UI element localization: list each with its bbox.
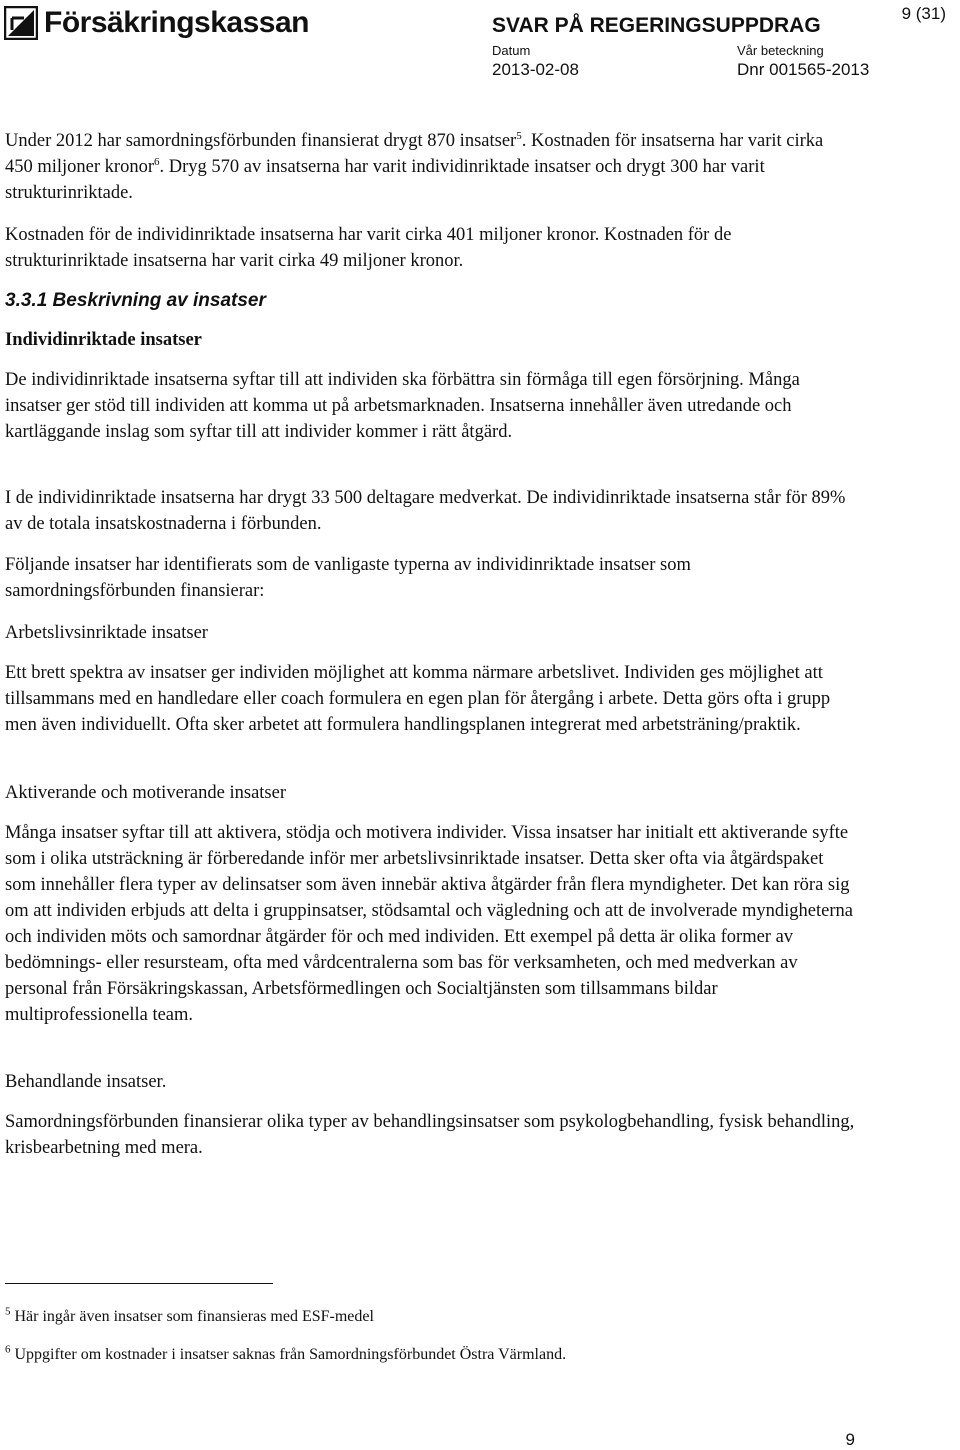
footnote-ref-5[interactable]: 5 xyxy=(516,129,522,142)
paragraph-common-types: Följande insatser har identifierats som de vanligaste typerna av individinriktade insatser som samordningsförbunden finansierar: xyxy=(5,555,691,601)
heading-behandlande: Behandlande insatser. xyxy=(5,1072,167,1092)
datum-label: Datum xyxy=(492,43,531,58)
paragraph-text: . Dryg 570 av insatserna har varit individinriktade insatser och drygt 300 har varit strukturinriktade. xyxy=(5,157,765,203)
paragraph-text: . Kostnaden för insatserna har varit cirka 450 miljoner kronor xyxy=(5,131,824,177)
paragraph-financing xyxy=(5,128,855,206)
paragraph-text: Under 2012 har samordningsförbunden finansierat drygt 870 insatser xyxy=(5,131,517,151)
paragraph-behandlande: Samordningsförbunden finansierar olika typer av behandlingsinsatser som psykologbehandling, fysisk behandling, krisbearbetning med mera. xyxy=(5,1112,855,1158)
footnote-number: 5 xyxy=(5,1305,11,1318)
footnote-6 xyxy=(5,1343,567,1364)
footnote-divider xyxy=(5,1283,273,1284)
beteckning-value: Dnr 001565-2013 xyxy=(737,60,870,79)
paragraph-description: De individinriktade insatserna syftar till att individen ska förbättra sin förmåga till egen försörjning. Många insatser ger stöd till individen att komma ut på arbetsmarknaden. Insatserna innehåller även utredande och kartläggande inslag som syftar till att individer kommer i rätt åtgärd. xyxy=(5,370,800,442)
footnote-text: Här ingår även insatser som finansieras med ESF-medel xyxy=(14,1308,374,1325)
paragraph-participants: I de individinriktade insatserna har drygt 33 500 deltagare medverkat. De individinriktade insatserna står för 89% av de totala insatskostnaderna i förbunden. xyxy=(5,488,846,534)
heading-aktiverande: Aktiverande och motiverande insatser xyxy=(5,783,286,803)
logo xyxy=(4,4,309,42)
footer-page-number: 9 xyxy=(845,1430,855,1449)
beteckning-label: Vår beteckning xyxy=(737,43,824,58)
forsakringskassan-logo-icon xyxy=(4,6,38,40)
paragraph-aktiverande: Många insatser syftar till att aktivera, stödja och motivera individer. Vissa insatser har initialt ett aktiverande syfte som i olika utsträckning är förberedande inför mer arbetslivsinriktade insatser. Detta sker ofta via åtgärdspaket som innehåller flera typer av delinsatser som även innebär aktiva åtgärder från flera myndigheter. Det kan röra sig om att individen erbjuds att delta i gruppinsatser, stödsamtal och vägledning och att de involverade myndigheterna och individen möts och samordnar åtgärder för och med individen. Ett exempel på detta är olika former av bedömnings- eller resursteam, ofta med vårdcentralerna som bas för verksamheten, och med medverkan av personal från Försäkringskassan, Arbetsförmedlingen och Socialtjänsten som tillsammans bildar multiprofessionella team. xyxy=(5,823,853,1025)
paragraph-costs: Kostnaden för de individinriktade insatserna har varit cirka 401 miljoner kronor. Kostnaden för de strukturinriktade insatserna har varit cirka 49 miljoner kronor. xyxy=(5,225,732,271)
footnote-ref-6[interactable]: 6 xyxy=(154,155,160,168)
datum-value: 2013-02-08 xyxy=(492,60,579,79)
heading-arbetslivsinriktade: Arbetslivsinriktade insatser xyxy=(5,623,208,643)
subheading-individinriktade: Individinriktade insatser xyxy=(5,330,202,350)
page-indicator: 9 (31) xyxy=(901,4,946,23)
section-heading: 3.3.1 Beskrivning av insatser xyxy=(5,290,266,311)
logo-text: Försäkringskassan xyxy=(44,6,309,39)
document-type-title: SVAR PÅ REGERINGSUPPDRAG xyxy=(492,14,821,37)
footnote-text: Uppgifter om kostnader i insatser saknas från Samordningsförbundet Östra Värmland. xyxy=(14,1346,567,1363)
paragraph-arbetsliv: Ett brett spektra av insatser ger individen möjlighet att komma närmare arbetslivet. Individen ges möjlighet att tillsammans med en handledare eller coach formulera en egen plan för återgång i arbete. Detta görs ofta i grupp men även individuellt. Ofta sker arbetet att formulera handlingsplanen integrerat med arbetsträning/praktik. xyxy=(5,663,831,735)
footnote-number: 6 xyxy=(5,1343,11,1356)
footnote-5 xyxy=(5,1305,374,1326)
